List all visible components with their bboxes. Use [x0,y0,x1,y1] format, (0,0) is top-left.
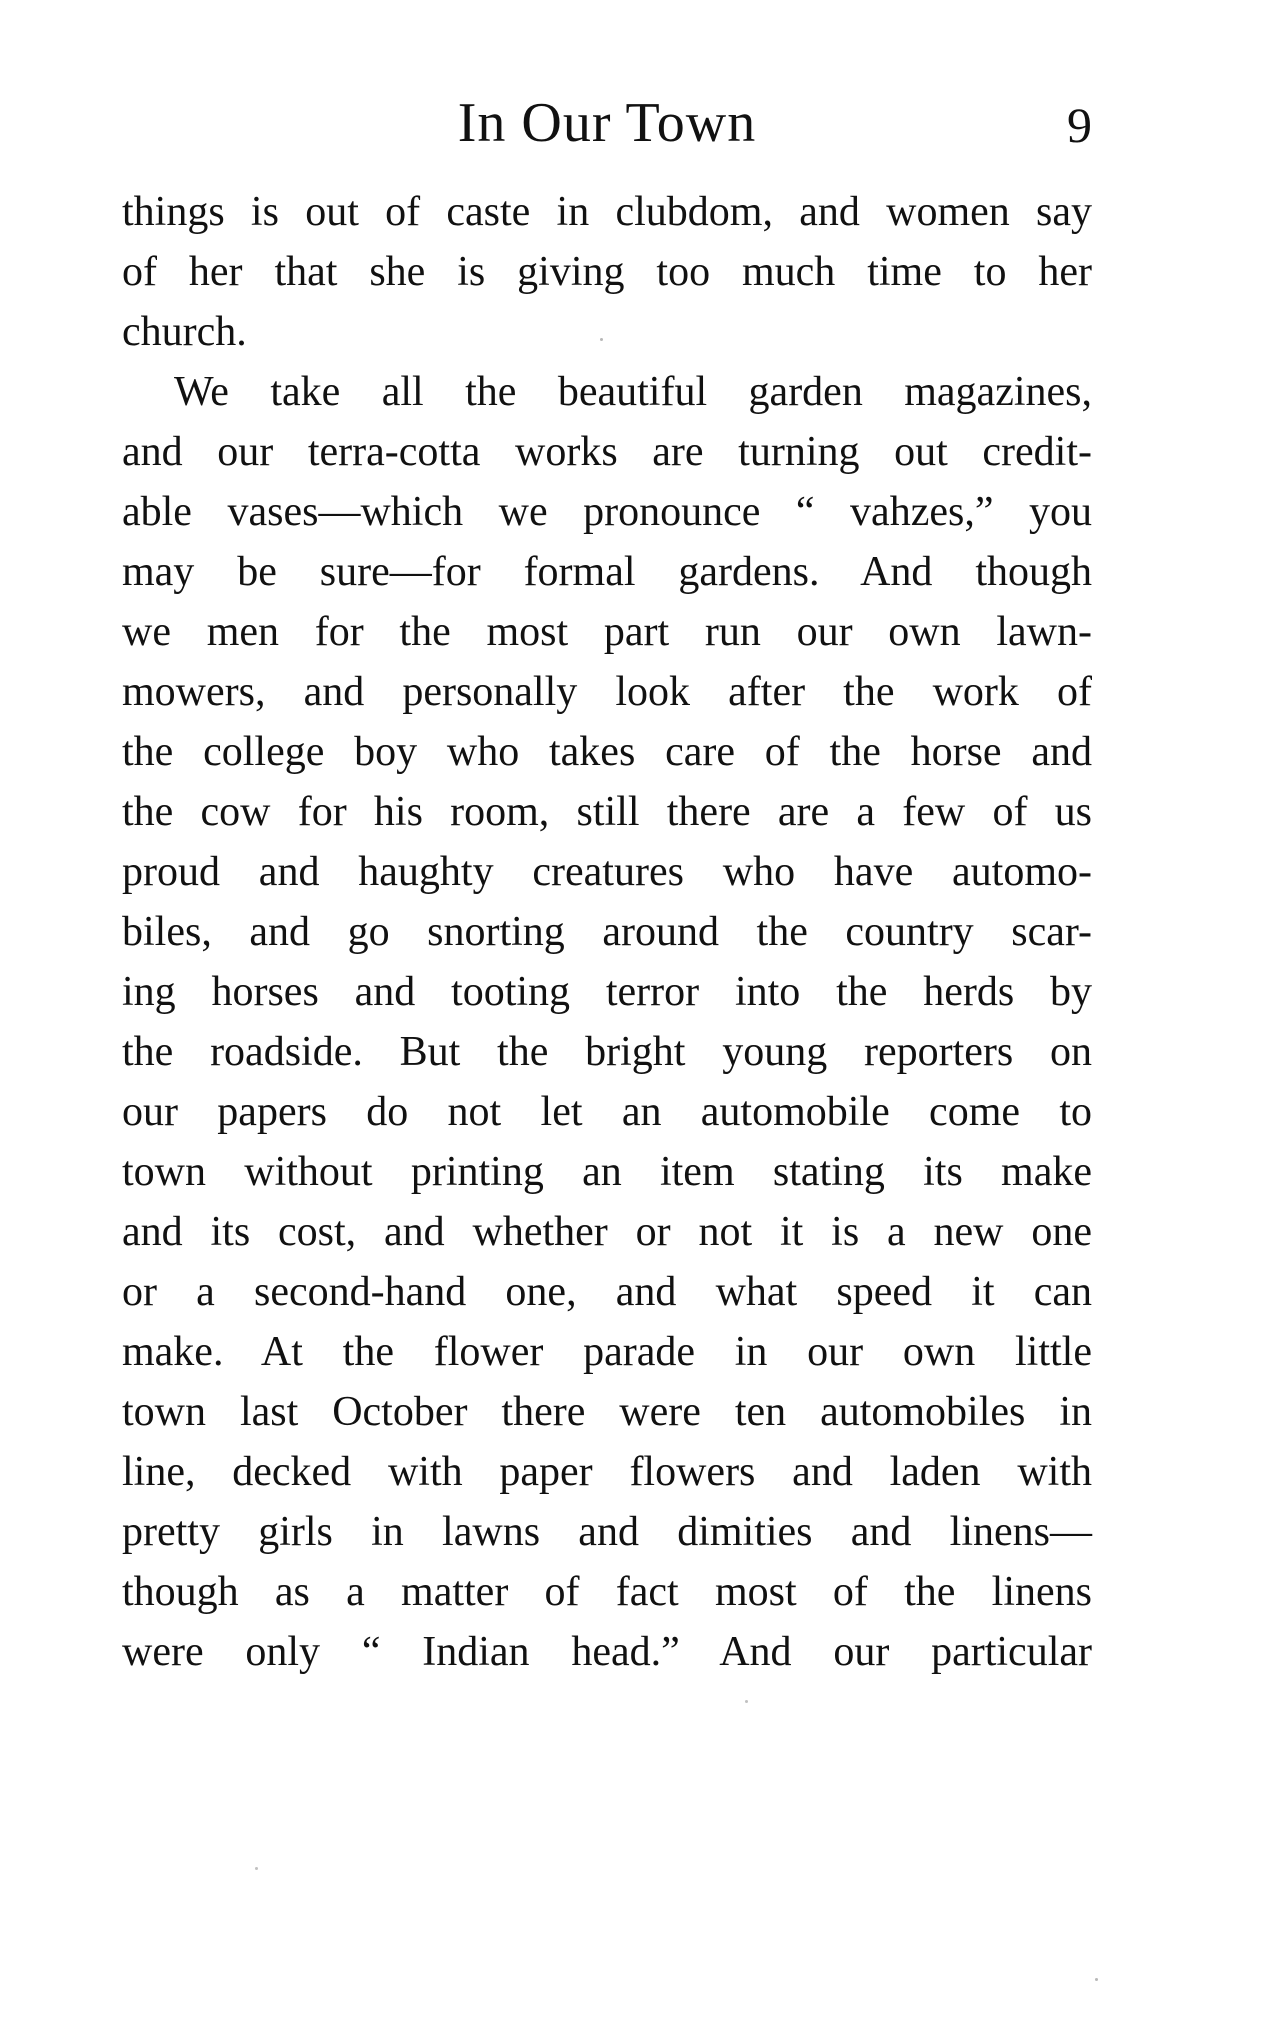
text-line: church. [122,309,247,355]
body-text [122,182,1092,1682]
text-line: line, decked with paper flowers and laden with [122,1449,1092,1495]
text-line: of her that she is giving too much time to her [122,249,1092,295]
text-line: the cow for his room, still there are a few of us [122,789,1092,835]
text-line: we men for the most part run our own lawn- [122,609,1092,655]
text-line: and its cost, and whether or not it is a new one [122,1209,1092,1255]
text-line: pretty girls in lawns and dimities and linens— [122,1509,1092,1555]
running-head [122,88,1092,158]
text-line: town without printing an item stating its make [122,1149,1092,1195]
text-line: make. At the flower parade in our own little [122,1329,1092,1375]
text-line: the roadside. But the bright young reporters on [122,1029,1092,1075]
text-line: our papers do not let an automobile come to [122,1089,1092,1135]
text-line: ing horses and tooting terror into the herds by [122,969,1092,1015]
page-number: 9 [1067,97,1092,153]
text-line: though as a matter of fact most of the linens [122,1569,1092,1615]
print-speck [600,338,603,341]
text-line: or a second-hand one, and what speed it can [122,1269,1092,1315]
text-line: things is out of caste in clubdom, and women say [122,189,1092,235]
print-speck [255,1867,258,1870]
text-line: were only “ Indian head.” And our particular [122,1629,1092,1675]
text-line: biles, and go snorting around the country scar- [122,909,1092,955]
text-line: mowers, and personally look after the work of [122,669,1092,715]
text-line: able vases—which we pronounce “ vahzes,” you [122,489,1092,535]
text-line: and our terra-cotta works are turning out credit- [122,429,1092,475]
text-line: the college boy who takes care of the horse and [122,729,1092,775]
text-line: We take all the beautiful garden magazines, [174,369,1092,415]
print-speck [1095,1978,1098,1981]
text-line: proud and haughty creatures who have automo- [122,849,1092,895]
text-line: town last October there were ten automobiles in [122,1389,1092,1435]
print-speck [745,1700,748,1703]
running-title: In Our Town [457,92,757,154]
text-line: may be sure—for formal gardens. And though [122,549,1092,595]
